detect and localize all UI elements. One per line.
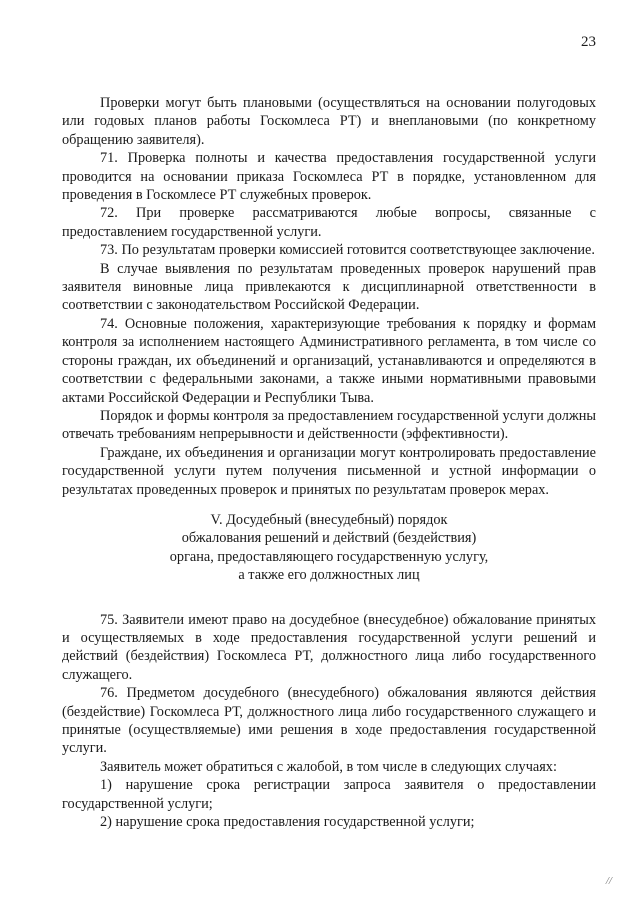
section-heading-line: а также его должностных лиц	[238, 567, 420, 584]
section-heading-line: V. Досудебный (внесудебный) порядок	[210, 511, 448, 528]
list-item-1: 1) нарушение срока регистрации запроса заявителя о предоставлении государственной услуги;	[62, 777, 596, 812]
paragraph-73: 73. По результатам проверки комиссией готовится соответствующее заключение.	[100, 242, 595, 259]
paragraph-violations: В случае выявления по результатам проведенных проверок нарушений прав заявителя виновные лица привлекаются к дисциплинарной ответственности в соответствии с законодательством Российской Федерации.	[62, 260, 596, 314]
section-heading	[62, 511, 596, 585]
page-number: 23	[581, 34, 596, 50]
paragraph-71: 71. Проверка полноты и качества предоставления государственной услуги проводится на основании приказа Госкомлеса РТ в порядке, установленном для проведения в Госкомлесе РТ служебных проверок.	[62, 150, 596, 204]
paragraph-74: 74. Основные положения, характеризующие требования к порядку и формам контроля за исполнением настоящего Административного регламента, в том числе со стороны граждан, их объединений и организаций, устанавливаются и определяются в соответствии с федеральными законами, а также иными нормативными правовыми актами Российской Федерации и Республики Тыва.	[62, 315, 596, 406]
paragraph-complaint-cases: Заявитель может обратиться с жалобой, в том числе в следующих случаях:	[100, 758, 557, 775]
paragraph-citizens: Граждане, их объединения и организации могут контролировать предоставление государственной услуги путем получения письменной и устной информации о результатах проведенных проверок и принятых по результатам проверок мерах.	[62, 444, 596, 498]
section-heading-line: обжалования решений и действий (бездействия)	[181, 530, 477, 547]
paragraph-planned-checks: Проверки могут быть плановыми (осуществляться на основании полугодовых или годовых планов работы Госкомлеса РТ) и внеплановыми (по конкретному обращению заявителя).	[62, 95, 596, 148]
paragraph-72: 72. При проверке рассматриваются любые вопросы, связанные с предоставлением государственной услуги.	[62, 205, 596, 240]
section-heading-line: органа, предоставляющего государственную услугу,	[169, 548, 489, 565]
list-item-2: 2) нарушение срока предоставления государственной услуги;	[100, 814, 475, 831]
paragraph-76: 76. Предметом досудебного (внесудебного) обжалования являются действия (бездействие) Госкомлеса РТ, должностного лица либо государственного служащего и принятые (осуществляемые) ими решения в ходе предоставления государственной услуги.	[62, 685, 596, 757]
document-body	[62, 94, 596, 831]
paragraph-75: 75. Заявители имеют право на досудебное (внесудебное) обжалование принятых и осуществляемых в ходе предоставления государственной услуги решений и действий (бездействия) Госкомлеса РТ, должностного лица либо государственного служащего.	[62, 611, 596, 683]
paragraph-control-forms: Порядок и формы контроля за предоставлением государственной услуги должны отвечать требованиям непрерывности и действенности (эффективности).	[62, 407, 596, 443]
handwritten-mark: //	[605, 875, 612, 887]
